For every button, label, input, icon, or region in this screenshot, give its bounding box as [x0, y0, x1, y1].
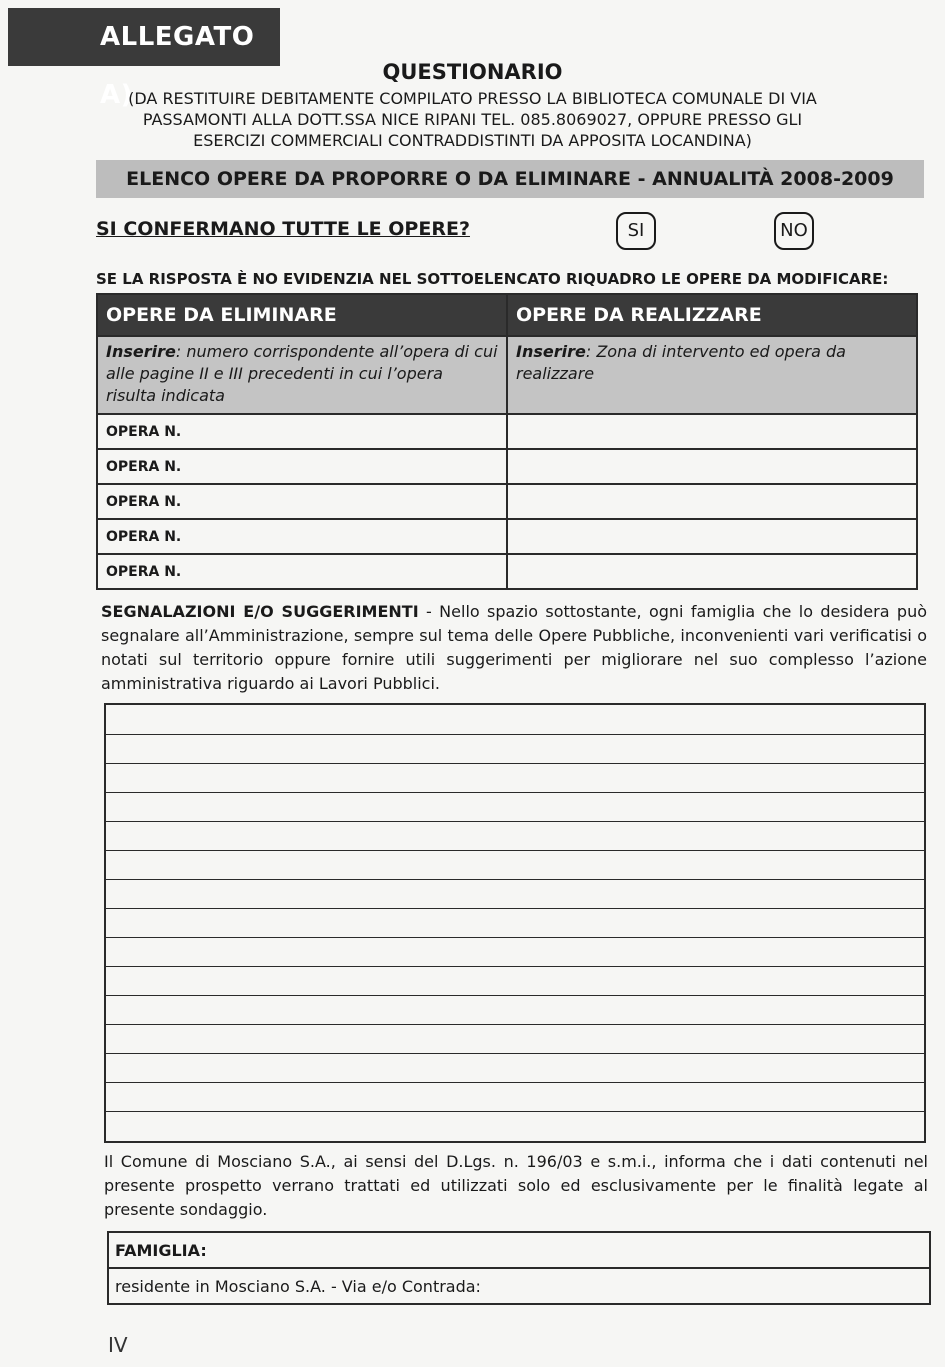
suggestions-text: - Nello spazio sottostante, ogni famiglia che lo desidera può segnalare all’Amministrazione, sempre sul tema delle Opere Pubbliche, inconvenienti vari verificatisi o notati sul territorio oppure fornire utili suggerimenti per migliorare nel suo complesso l’azione amministrativa riguardo ai Lavori Pubblici. [101, 602, 927, 693]
writing-line [106, 792, 924, 793]
writing-line [106, 763, 924, 764]
table-row [97, 414, 917, 449]
writing-line [106, 966, 924, 967]
note-text: : numero corrispondente all’opera di cui alle pagine II e III precedenti in cui l’opera risulta indicata [106, 342, 498, 405]
writing-line [106, 1082, 924, 1083]
writing-line [106, 1053, 924, 1054]
opera-number-field[interactable]: OPERA N. [97, 484, 507, 519]
note-eliminate [97, 336, 507, 414]
attachment-tag: ALLEGATO A) [8, 8, 280, 66]
opera-realize-field[interactable] [507, 449, 917, 484]
privacy-notice: Il Comune di Mosciano S.A., ai sensi del D.Lgs. n. 196/03 e s.m.i., informa che i dati contenuti nel presente prospetto verrano trattati ed utilizzati solo ed esclusivamente per le finalità legate al presente sondaggio. [104, 1152, 928, 1219]
page-title: QUESTIONARIO [382, 60, 563, 84]
no-checkbox[interactable]: NO [774, 212, 814, 250]
note-realize [507, 336, 917, 414]
note-label: Inserire [516, 342, 586, 361]
opera-number-field[interactable]: OPERA N. [97, 554, 507, 589]
table-row [97, 554, 917, 589]
opera-number-field[interactable]: OPERA N. [97, 519, 507, 554]
confirm-question: SI CONFERMANO TUTTE LE OPERE? [96, 218, 470, 240]
table-row [97, 449, 917, 484]
writing-line [106, 850, 924, 851]
section-heading: ELENCO OPERE DA PROPORRE O DA ELIMINARE - ANNUALITÀ 2008-2009 [126, 168, 894, 190]
writing-line [106, 1111, 924, 1112]
opera-number-field[interactable]: OPERA N. [97, 414, 507, 449]
writing-line [106, 937, 924, 938]
writing-line [106, 734, 924, 735]
residence-field[interactable]: residente in Mosciano S.A. - Via e/o Contrada: [108, 1268, 930, 1304]
note-label: Inserire [106, 342, 176, 361]
opera-realize-field[interactable] [507, 554, 917, 589]
col-header-realize: OPERE DA REALIZZARE [507, 294, 917, 336]
page-number: IV [108, 1333, 128, 1357]
opera-realize-field[interactable] [507, 519, 917, 554]
opera-realize-field[interactable] [507, 414, 917, 449]
table-row [97, 484, 917, 519]
instruction-text: SE LA RISPOSTA È NO EVIDENZIA NEL SOTTOELENCATO RIQUADRO LE OPERE DA MODIFICARE: [96, 270, 889, 288]
col-header-eliminate: OPERE DA ELIMINARE [97, 294, 507, 336]
page-subtitle: (DA RESTITUIRE DEBITAMENTE COMPILATO PRESSO LA BIBLIOTECA COMUNALE DI VIA PASSAMONTI ALLA DOTT.SSA NICE RIPANI TEL. 085.8069027, OPPURE PRESSO GLI ESERCIZI COMMERCIALI CONTRADDISTINTI DA APPOSITA LOCANDINA) [128, 89, 817, 150]
writing-line [106, 995, 924, 996]
suggestions-paragraph [101, 600, 927, 696]
note-text: : Zona di intervento ed opera da realizzare [516, 342, 846, 383]
family-field[interactable]: FAMIGLIA: [108, 1232, 930, 1268]
writing-line [106, 908, 924, 909]
suggestions-label: SEGNALAZIONI E/O SUGGERIMENTI [101, 602, 419, 621]
family-box [107, 1231, 931, 1305]
table-row [97, 519, 917, 554]
writing-line [106, 1024, 924, 1025]
opera-number-field[interactable]: OPERA N. [97, 449, 507, 484]
suggestions-writing-area[interactable] [104, 703, 926, 1143]
opera-realize-field[interactable] [507, 484, 917, 519]
writing-line [106, 879, 924, 880]
yes-checkbox[interactable]: SI [616, 212, 656, 250]
writing-line [106, 821, 924, 822]
works-table [96, 293, 918, 590]
